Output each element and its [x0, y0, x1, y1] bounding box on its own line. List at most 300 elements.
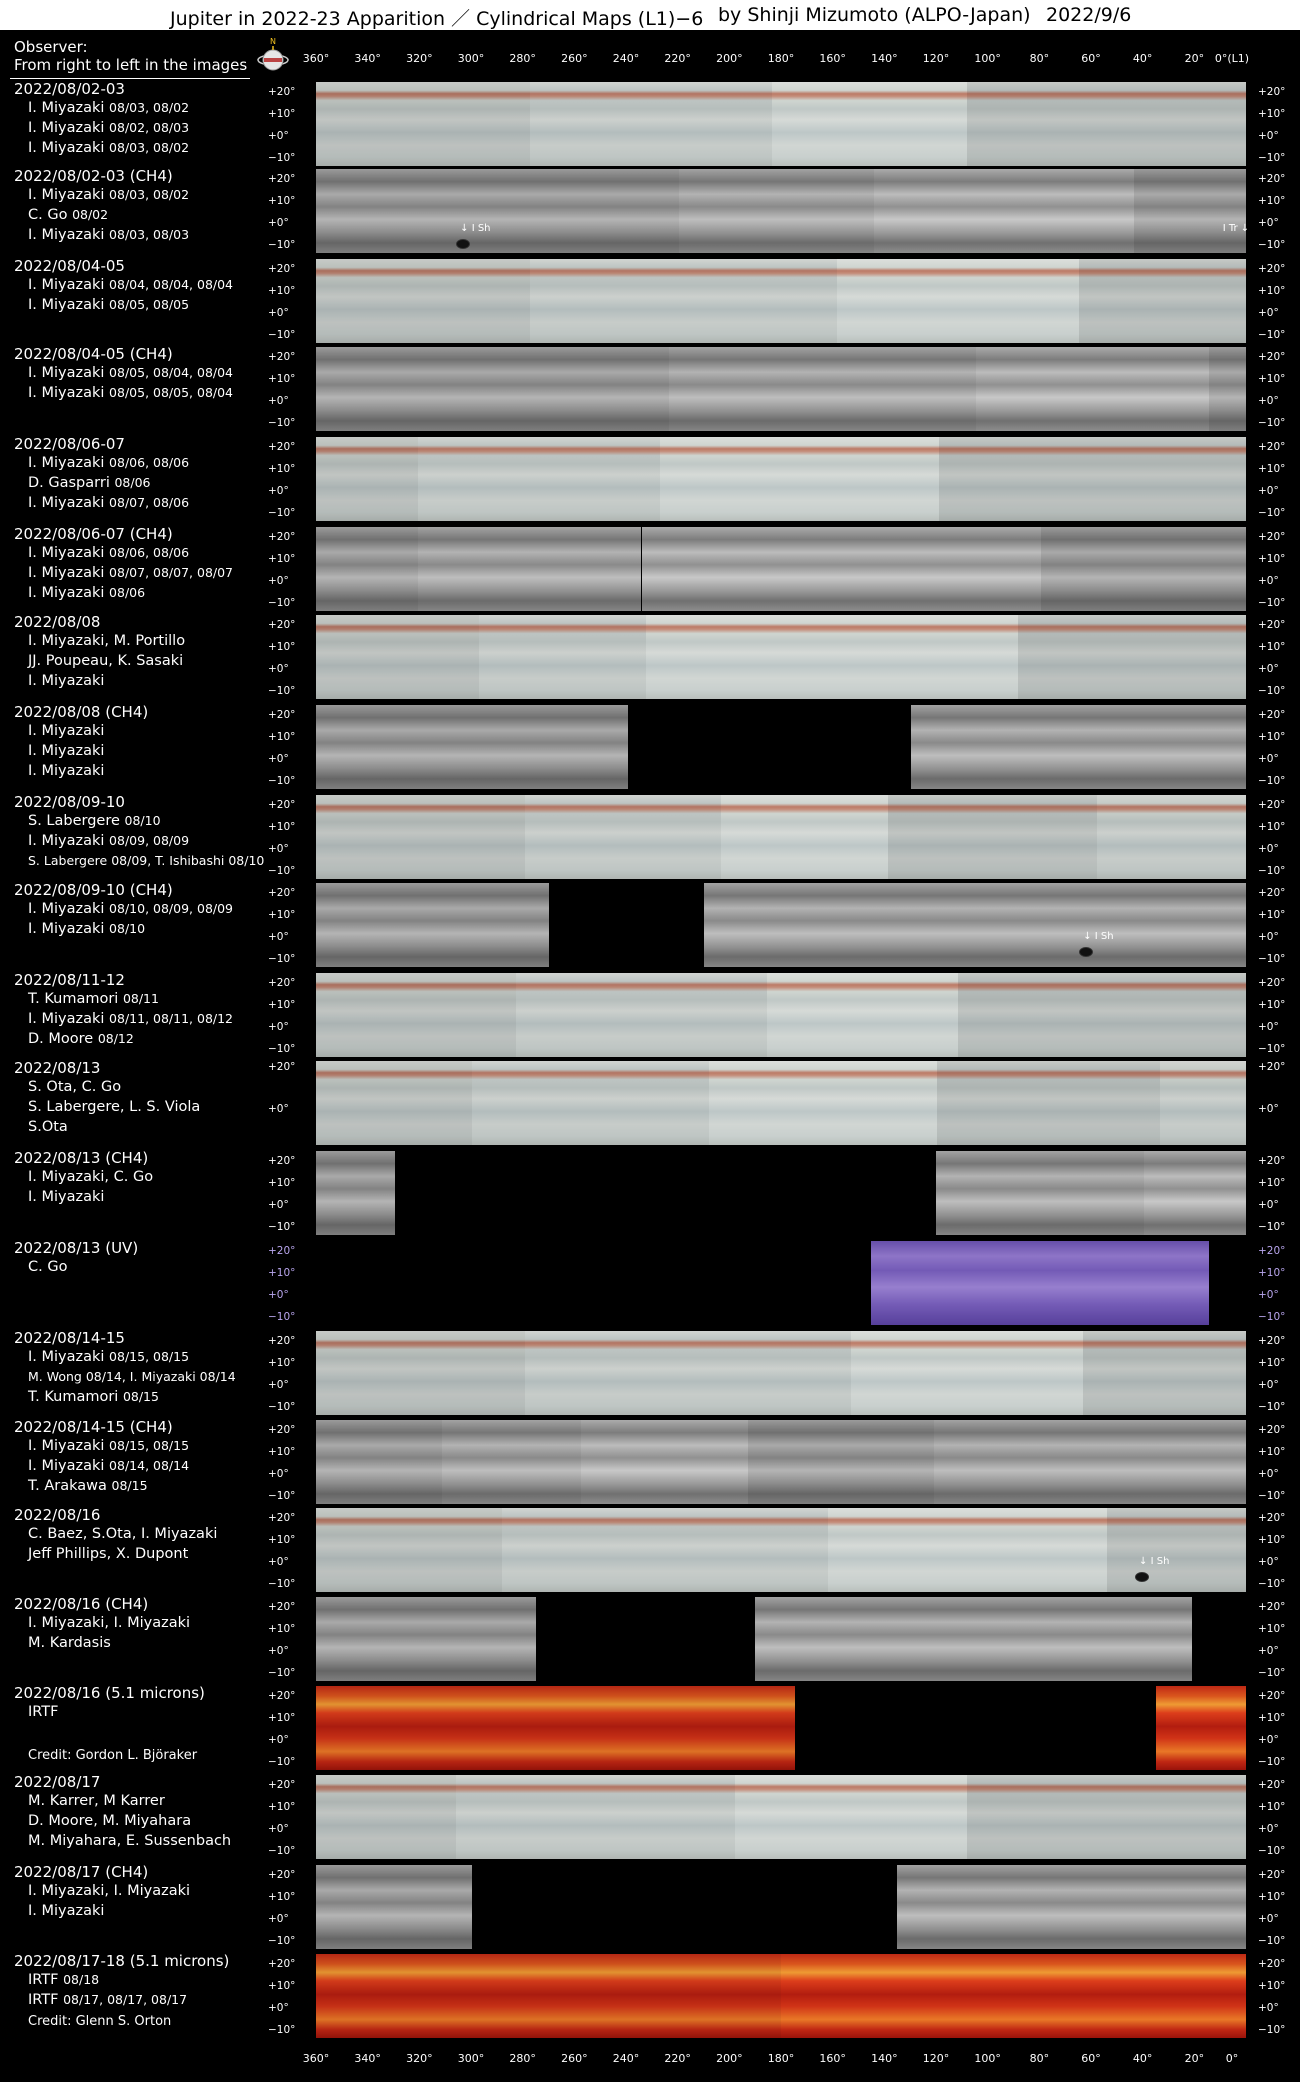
latitude-tick-label: −10° — [1258, 775, 1286, 787]
latitude-tick-label: +20° — [1258, 1424, 1286, 1436]
map-strip-visible — [316, 437, 1246, 521]
latitude-tick-label: −10° — [1258, 2024, 1286, 2036]
map-image-segment — [456, 1775, 735, 1859]
observation-dates: 08/07, 08/07, 08/07 — [109, 565, 234, 580]
latitude-tick-label: +10° — [268, 1446, 296, 1458]
observer-name: IRTF — [28, 1704, 59, 1720]
observer-name: JJ. Poupeau, K. Sasaki — [28, 653, 184, 669]
map-image-segment — [525, 795, 720, 879]
row-date-title: 2022/08/02-03 — [14, 80, 125, 98]
observer-name: T. Kumamori — [28, 1389, 119, 1405]
latitude-tick-label: +20° — [268, 1245, 296, 1257]
observation-dates: 08/11 — [122, 991, 159, 1006]
latitude-tick-label: +10° — [1258, 1267, 1286, 1279]
latitude-tick-label: +10° — [268, 1891, 296, 1903]
longitude-tick-label: 100° — [974, 2052, 1001, 2065]
map-image-segment — [316, 1597, 536, 1681]
latitude-tick-label: −10° — [1258, 1935, 1286, 1947]
observer-entry — [28, 1903, 104, 1919]
latitude-tick-label: +0° — [1258, 931, 1279, 943]
map-image-segment — [937, 1061, 1160, 1145]
latitude-tick-label: +0° — [268, 1199, 289, 1211]
longitude-tick-label: 180° — [767, 2052, 795, 2065]
observation-dates: 08/17, 08/17, 08/17 — [63, 1992, 188, 2007]
latitude-tick-label: +20° — [1258, 1245, 1286, 1257]
row-date-title: 2022/08/17-18 (5.1 microns) — [14, 1952, 230, 1970]
observer-name: I. Miyazaki — [28, 1349, 105, 1365]
observer-name: I. Miyazaki, C. Go — [28, 1169, 154, 1185]
map-image-segment — [911, 705, 1246, 789]
longitude-tick-label: 120° — [922, 2052, 950, 2065]
latitude-tick-label: +10° — [1258, 553, 1286, 565]
longitude-tick-label: 320° — [406, 2052, 433, 2065]
latitude-tick-label: −10° — [268, 152, 296, 164]
longitude-tick-label: 180° — [767, 52, 795, 65]
observer-entry — [28, 921, 145, 937]
observer-name: I. Miyazaki — [28, 833, 105, 849]
observer-entry — [28, 475, 151, 491]
latitude-tick-label: +0° — [1258, 1379, 1279, 1391]
longitude-tick-label: 360° — [302, 52, 330, 65]
latitude-tick-label: +20° — [1258, 351, 1286, 363]
observer-entry — [28, 833, 189, 849]
latitude-tick-label: +0° — [1258, 1199, 1279, 1211]
svg-text:N: N — [270, 37, 276, 46]
row-date-title: 2022/08/02-03 (CH4) — [14, 167, 173, 185]
latitude-tick-label: +10° — [1258, 1891, 1286, 1903]
latitude-tick-label: +10° — [1258, 108, 1286, 120]
map-strip-visible — [316, 1061, 1246, 1145]
map-image-segment — [828, 1508, 1107, 1592]
observation-dates: 08/06 — [114, 475, 151, 490]
observer-name: S. Labergere 08/09, T. Ishibashi 08/10 — [28, 853, 265, 868]
latitude-tick-label: +0° — [268, 217, 289, 229]
latitude-tick-label: −10° — [268, 417, 296, 429]
latitude-tick-label: −10° — [1258, 597, 1286, 609]
latitude-tick-label: +10° — [268, 285, 296, 297]
latitude-tick-label: +0° — [268, 1913, 289, 1925]
latitude-tick-label: +10° — [1258, 1446, 1286, 1458]
map-strip-visible — [316, 795, 1246, 879]
row-date-title: 2022/08/08 — [14, 613, 101, 631]
observation-dates: 08/03, 08/02 — [109, 140, 190, 155]
row-date-title: 2022/08/11-12 — [14, 971, 125, 989]
observer-name: I. Miyazaki — [28, 1438, 105, 1454]
observation-dates: 08/15 — [122, 1389, 159, 1404]
observation-dates: 08/10 — [124, 813, 161, 828]
map-image-segment — [1156, 1686, 1246, 1770]
latitude-tick-label: +0° — [1258, 575, 1279, 587]
observer-entry — [28, 565, 233, 581]
longitude-tick-label: 340° — [354, 2052, 381, 2065]
latitude-tick-label: +20° — [1258, 1155, 1286, 1167]
map-image-segment — [316, 437, 418, 521]
observer-name: I. Miyazaki — [28, 187, 105, 203]
map-image-segment — [316, 347, 669, 431]
observer-entry — [28, 585, 145, 601]
latitude-tick-label: +20° — [268, 173, 296, 185]
map-image-segment — [581, 1420, 748, 1504]
observer-name: I. Miyazaki — [28, 921, 105, 937]
observer-entry — [28, 1833, 231, 1849]
latitude-tick-label: +20° — [1258, 977, 1286, 989]
event-annotation: I Tr ↓ — [1222, 222, 1250, 234]
longitude-tick-label: 80° — [1029, 52, 1050, 65]
map-image-segment — [530, 259, 837, 343]
observer-entry — [28, 723, 104, 739]
latitude-tick-label: +20° — [268, 1601, 296, 1613]
observer-name: D. Moore, M. Miyahara — [28, 1813, 192, 1829]
latitude-tick-label: +0° — [1258, 1289, 1279, 1301]
map-strip-ch4 — [316, 705, 1246, 789]
latitude-tick-label: +20° — [1258, 709, 1286, 721]
map-image-segment — [472, 1061, 709, 1145]
map-image-segment — [502, 1508, 828, 1592]
map-image-segment — [660, 437, 939, 521]
longitude-tick-label: 160° — [819, 52, 846, 65]
longitude-tick-label: 40° — [1132, 2052, 1153, 2065]
observer-entry — [28, 1119, 68, 1135]
map-image-segment — [316, 1954, 781, 2038]
latitude-tick-label: +20° — [1258, 1601, 1286, 1613]
map-strip-visible — [316, 615, 1246, 699]
row-date-title: 2022/08/13 (UV) — [14, 1239, 139, 1257]
map-image-segment — [316, 1865, 472, 1949]
observer-name: I. Miyazaki — [28, 495, 105, 511]
observer-name: I. Miyazaki — [28, 1458, 105, 1474]
map-image-segment — [316, 527, 418, 611]
latitude-tick-label: +20° — [268, 799, 296, 811]
map-strip-visible — [316, 82, 1246, 166]
latitude-tick-label: +0° — [268, 307, 289, 319]
map-image-segment — [748, 1420, 934, 1504]
latitude-tick-label: +0° — [268, 1468, 289, 1480]
latitude-tick-label: +0° — [1258, 1021, 1279, 1033]
map-strip-uv — [316, 1241, 1246, 1325]
latitude-tick-label: +20° — [268, 441, 296, 453]
latitude-tick-label: −10° — [268, 1401, 296, 1413]
observer-entry — [28, 813, 161, 829]
latitude-tick-label: +0° — [268, 130, 289, 142]
row-date-title: 2022/08/04-05 (CH4) — [14, 345, 173, 363]
observer-name: I. Miyazaki — [28, 1011, 105, 1027]
observer-entry — [28, 1793, 165, 1809]
latitude-tick-label: −10° — [268, 507, 296, 519]
latitude-tick-label: −10° — [268, 1221, 296, 1233]
observer-name: I. Miyazaki — [28, 100, 105, 116]
observer-name: IRTF — [28, 1972, 59, 1988]
observer-entry — [28, 227, 189, 243]
observer-name: C. Baez, S.Ota, I. Miyazaki — [28, 1526, 218, 1542]
latitude-tick-label: −10° — [268, 597, 296, 609]
map-image-segment — [1134, 169, 1246, 253]
latitude-tick-label: +20° — [1258, 1869, 1286, 1881]
observer-entry — [28, 1992, 187, 2008]
map-image-segment — [442, 1420, 582, 1504]
map-image-segment — [479, 615, 646, 699]
latitude-tick-label: +10° — [1258, 1980, 1286, 1992]
map-image-segment — [851, 1331, 1084, 1415]
row-date-title: 2022/08/16 (5.1 microns) — [14, 1684, 205, 1702]
row-date-title: 2022/08/06-07 — [14, 435, 125, 453]
observer-name: I. Miyazaki — [28, 585, 105, 601]
observer-name: S.Ota — [28, 1119, 68, 1135]
longitude-tick-label: 20° — [1184, 52, 1205, 65]
observer-name: C. Go — [28, 1259, 68, 1275]
latitude-tick-label: +20° — [1258, 799, 1286, 811]
latitude-tick-label: −10° — [268, 775, 296, 787]
observation-dates: 08/15 — [111, 1478, 148, 1493]
longitude-tick-label: 60° — [1081, 2052, 1101, 2065]
map-image-segment — [642, 527, 1042, 611]
observer-name: S. Labergere, L. S. Viola — [28, 1099, 201, 1115]
map-image-segment — [316, 1686, 795, 1770]
observer-entry — [28, 633, 185, 649]
observation-dates: 08/03, 08/03 — [109, 227, 190, 242]
latitude-tick-label: +10° — [268, 1712, 296, 1724]
map-image-segment — [871, 1241, 1209, 1325]
observer-entry — [28, 187, 189, 203]
latitude-tick-label: +10° — [1258, 1357, 1286, 1369]
latitude-tick-label: +10° — [1258, 1534, 1286, 1546]
latitude-tick-label: +10° — [268, 909, 296, 921]
map-image-segment — [316, 1420, 442, 1504]
observer-entry — [28, 365, 233, 381]
latitude-tick-label: +20° — [1258, 887, 1286, 899]
longitude-tick-label: 100° — [974, 52, 1001, 65]
observer-entry — [28, 1169, 153, 1185]
latitude-tick-label: +10° — [1258, 1177, 1286, 1189]
observer-entry — [28, 455, 189, 471]
longitude-tick-label: 260° — [561, 2052, 588, 2065]
latitude-tick-label: −10° — [1258, 417, 1286, 429]
map-image-segment — [316, 82, 530, 166]
map-image-segment — [316, 883, 549, 967]
latitude-tick-label: −10° — [268, 1311, 296, 1323]
observer-entry — [28, 1704, 59, 1720]
latitude-tick-label: +10° — [1258, 1623, 1286, 1635]
observer-name: I. Miyazaki — [28, 545, 105, 561]
observer-name: M. Miyahara, E. Sussenbach — [28, 1833, 232, 1849]
observer-entry — [28, 1813, 191, 1829]
latitude-tick-label: +0° — [1258, 1103, 1279, 1115]
latitude-tick-label: −10° — [268, 1935, 296, 1947]
latitude-tick-label: +20° — [268, 977, 296, 989]
observer-name: I. Miyazaki, I. Miyazaki — [28, 1615, 191, 1631]
latitude-tick-label: +10° — [268, 1623, 296, 1635]
observer-entry — [28, 901, 233, 917]
observer-name: I. Miyazaki — [28, 901, 105, 917]
latitude-tick-label: +0° — [268, 395, 289, 407]
map-strip-visible — [316, 973, 1246, 1057]
latitude-tick-label: −10° — [1258, 1311, 1286, 1323]
observation-dates: 08/18 — [63, 1972, 100, 1987]
row-date-title: 2022/08/13 (CH4) — [14, 1149, 149, 1167]
latitude-tick-label: +20° — [268, 351, 296, 363]
longitude-tick-label: 160° — [819, 2052, 846, 2065]
map-image-segment — [669, 347, 976, 431]
latitude-tick-label: +0° — [1258, 307, 1279, 319]
observer-name: I. Miyazaki — [28, 140, 105, 156]
map-image-segment — [874, 169, 1134, 253]
map-image-segment — [967, 82, 1246, 166]
observer-name: M. Wong 08/14, I. Miyazaki 08/14 — [28, 1369, 236, 1384]
observer-name: D. Gasparri — [28, 475, 110, 491]
latitude-tick-label: +20° — [268, 1335, 296, 1347]
map-strip-ch4 — [316, 169, 1250, 253]
observation-dates: 08/05, 08/04, 08/04 — [109, 365, 234, 380]
latitude-tick-label: +0° — [1258, 1823, 1279, 1835]
latitude-tick-label: +0° — [1258, 1468, 1279, 1480]
observer-order-note: From right to left in the images — [14, 56, 248, 74]
longitude-tick-label: 220° — [664, 2052, 691, 2065]
latitude-tick-label: −10° — [1258, 1401, 1286, 1413]
observer-entry — [28, 1526, 217, 1542]
observation-dates: 08/05, 08/05 — [109, 297, 190, 312]
observation-dates: 08/04, 08/04, 08/04 — [109, 277, 234, 292]
longitude-tick-label: 0°(L1) — [1214, 52, 1250, 65]
longitude-tick-label: 200° — [716, 2052, 743, 2065]
latitude-tick-label: +20° — [268, 1958, 296, 1970]
latitude-tick-label: +0° — [1258, 753, 1279, 765]
latitude-tick-label: +10° — [1258, 463, 1286, 475]
latitude-tick-label: −10° — [268, 239, 296, 251]
map-image-segment — [316, 169, 679, 253]
latitude-tick-label: +0° — [268, 1379, 289, 1391]
latitude-tick-label: +10° — [268, 108, 296, 120]
latitude-tick-label: −10° — [268, 1490, 296, 1502]
map-image-segment — [1041, 527, 1246, 611]
longitude-tick-label: 240° — [612, 52, 640, 65]
observer-entry — [28, 853, 264, 868]
observer-entry — [28, 1635, 111, 1651]
latitude-tick-label: +20° — [268, 619, 296, 631]
latitude-tick-label: −10° — [1258, 685, 1286, 697]
event-annotation: ↓ I Sh — [460, 222, 491, 234]
observer-name: I. Miyazaki, M. Portillo — [28, 633, 186, 649]
observer-entry — [28, 1972, 99, 1988]
latitude-tick-label: +20° — [1258, 1512, 1286, 1524]
latitude-tick-label: +10° — [1258, 731, 1286, 743]
map-image-segment — [316, 795, 525, 879]
latitude-tick-label: +20° — [1258, 263, 1286, 275]
latitude-tick-label: +0° — [268, 1103, 289, 1115]
longitude-tick-label: 0° — [1225, 2052, 1239, 2065]
latitude-tick-label: +0° — [268, 575, 289, 587]
map-image-segment — [709, 1061, 937, 1145]
latitude-tick-label: +10° — [1258, 373, 1286, 385]
map-image-segment — [530, 82, 772, 166]
map-image-segment — [316, 1775, 456, 1859]
observation-dates: 08/15, 08/15 — [109, 1349, 190, 1364]
latitude-tick-label: +20° — [268, 86, 296, 98]
latitude-tick-label: +0° — [1258, 1556, 1279, 1568]
latitude-tick-label: +0° — [268, 931, 289, 943]
latitude-tick-label: −10° — [268, 1667, 296, 1679]
row-date-title: 2022/08/16 (CH4) — [14, 1595, 149, 1613]
shadow-spot — [456, 239, 470, 249]
latitude-tick-label: +20° — [1258, 619, 1286, 631]
map-image-segment — [936, 1151, 1143, 1235]
observer-entry — [28, 1615, 190, 1631]
latitude-tick-label: +20° — [1258, 531, 1286, 543]
header-bar — [0, 0, 1300, 30]
map-image-segment — [1083, 1331, 1246, 1415]
latitude-tick-label: +10° — [268, 821, 296, 833]
map-image-segment — [704, 883, 1246, 967]
row-date-title: 2022/08/14-15 (CH4) — [14, 1418, 173, 1436]
latitude-tick-label: −10° — [268, 1043, 296, 1055]
row-date-title: 2022/08/14-15 — [14, 1329, 125, 1347]
observer-entry — [28, 495, 189, 511]
observation-dates: 08/10 — [109, 921, 146, 936]
latitude-tick-label: +20° — [1258, 1335, 1286, 1347]
map-image-segment — [316, 1331, 525, 1415]
map-image-segment — [1018, 615, 1246, 699]
map-image-segment — [1079, 259, 1246, 343]
latitude-tick-label: +10° — [268, 1357, 296, 1369]
observer-name: S. Ota, C. Go — [28, 1079, 122, 1095]
latitude-tick-label: +20° — [268, 1061, 296, 1073]
latitude-tick-label: +20° — [1258, 1958, 1286, 1970]
longitude-tick-label: 80° — [1029, 2052, 1050, 2065]
map-image-segment — [1209, 347, 1246, 431]
observer-name: I. Miyazaki — [28, 743, 105, 759]
observer-entry — [28, 763, 104, 779]
observer-entry — [28, 1546, 188, 1562]
observation-dates: 08/06, 08/06 — [109, 455, 190, 470]
row-date-title: 2022/08/17 (CH4) — [14, 1863, 149, 1881]
map-image-segment — [316, 259, 530, 343]
observer-name: I. Miyazaki — [28, 1903, 105, 1919]
latitude-tick-label: +20° — [1258, 1690, 1286, 1702]
observer-entry — [28, 1259, 67, 1275]
observation-dates: 08/03, 08/02 — [109, 100, 190, 115]
observation-dates: 08/11, 08/11, 08/12 — [109, 1011, 234, 1026]
map-image-segment — [316, 1151, 395, 1235]
observer-name: I. Miyazaki — [28, 297, 105, 313]
latitude-tick-label: +0° — [268, 1556, 289, 1568]
longitude-tick-label: 120° — [922, 52, 950, 65]
map-strip-ch4 — [316, 1597, 1246, 1681]
map-strip-ir — [316, 1954, 1246, 2038]
observation-dates: 08/09, 08/09 — [109, 833, 190, 848]
latitude-tick-label: +0° — [268, 1021, 289, 1033]
longitude-tick-label: 280° — [509, 52, 536, 65]
observer-name: T. Kumamori — [28, 991, 119, 1007]
map-image-segment — [316, 1508, 502, 1592]
map-image-segment — [897, 1865, 1246, 1949]
map-image-segment — [888, 795, 1097, 879]
map-strip-ch4 — [316, 1151, 1246, 1235]
observer-name: I. Miyazaki — [28, 365, 105, 381]
map-strip-visible — [316, 1331, 1246, 1415]
map-image-segment — [525, 1331, 851, 1415]
latitude-tick-label: +20° — [1258, 441, 1286, 453]
map-image-segment — [516, 973, 767, 1057]
latitude-tick-label: −10° — [1258, 239, 1286, 251]
observer-entry — [28, 100, 189, 116]
map-image-segment — [418, 527, 641, 611]
latitude-tick-label: +0° — [1258, 395, 1279, 407]
map-image-segment — [958, 973, 1246, 1057]
map-image-segment — [316, 615, 479, 699]
row-date-title: 2022/08/04-05 — [14, 257, 125, 275]
page-title: Jupiter in 2022-23 Apparition ／ Cylindrical Maps (L1)−6 — [170, 8, 704, 30]
map-image-segment — [837, 259, 1079, 343]
observer-name: C. Go — [28, 207, 68, 223]
latitude-tick-label: +0° — [268, 1823, 289, 1835]
